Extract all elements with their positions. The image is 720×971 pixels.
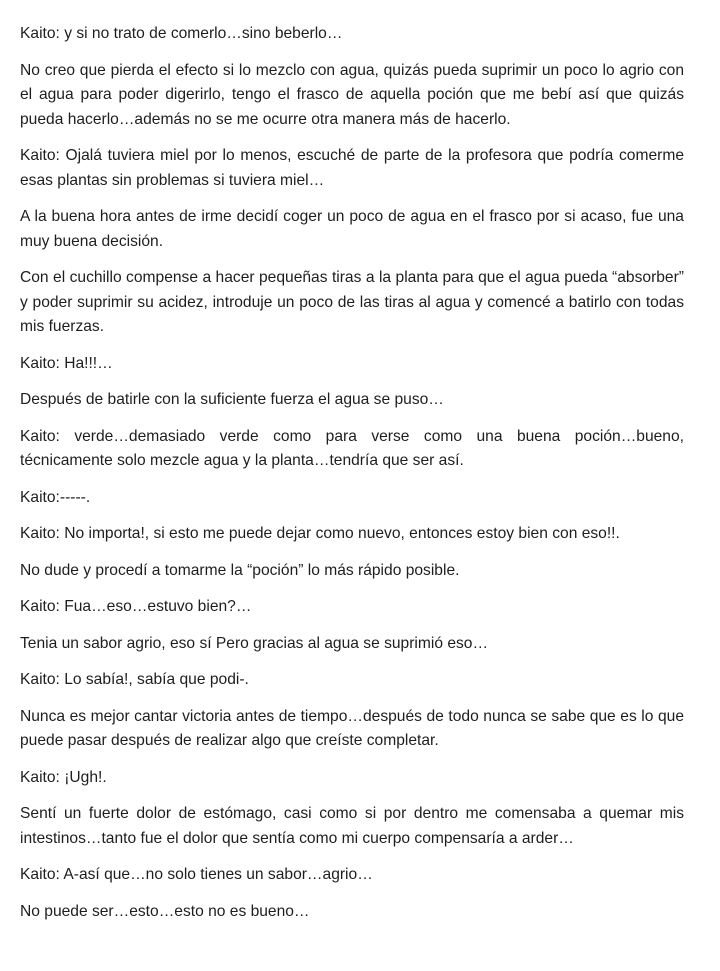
paragraph: Kaito:-----. — [20, 488, 91, 506]
paragraph: Kaito: Ojalá tuviera miel por lo menos, escuché de parte de la profesora que podría comerme esas plantas sin problemas si tuviera miel… — [20, 147, 684, 189]
paragraph: Kaito: ¡Ugh!. — [20, 768, 107, 786]
paragraph: Kaito: A-así que…no solo tienes un sabor…agrio… — [20, 866, 373, 883]
paragraph: Sentí un fuerte dolor de estómago, casi como si por dentro me comensaba a quemar mis intestinos…tanto fue el dolor que sentía como mi cuerpo compensaría a arder… — [20, 805, 684, 847]
paragraph: No creo que pierda el efecto si lo mezclo con agua, quizás pueda suprimir un poco lo agrio con el agua para poder digerirlo, tengo el frasco de aquella poción que me bebí así que quizás pueda hacerlo…además no se me ocurre otra manera más de hacerlo. — [20, 61, 684, 128]
paragraph: No dude y procedí a tomarme la “poción” lo más rápido posible. — [20, 561, 460, 579]
paragraph: Después de batirle con la suficiente fuerza el agua se puso… — [20, 391, 444, 408]
paragraph: Kaito: y si no trato de comerlo…sino beberlo… — [20, 25, 343, 42]
paragraph: No puede ser…esto…esto no es bueno… — [20, 902, 310, 920]
paragraph: Tenia un sabor agrio, eso sí Pero gracias al agua se suprimió eso… — [20, 634, 489, 652]
paragraph: Con el cuchillo compense a hacer pequeñas tiras a la planta para que el agua pueda “absorber” y poder suprimir su acidez, introduje un poco de las tiras al agua y comencé a batirlo con todas mis fuerzas. — [20, 269, 684, 335]
paragraph: Kaito: Ha!!!… — [20, 354, 113, 372]
paragraph: Kaito: No importa!, si esto me puede dejar como nuevo, entonces estoy bien con eso!!. — [20, 525, 620, 542]
paragraph: A la buena hora antes de irme decidí coger un poco de agua en el frasco por si acaso, fue una muy buena decisión. — [20, 208, 684, 250]
paragraph: Kaito: Lo sabía!, sabía que podi-. — [20, 671, 249, 688]
paragraph: Kaito: verde…demasiado verde como para verse como una buena poción…bueno, técnicamente solo mezcle agua y la planta…tendría que ser así. — [20, 427, 684, 469]
paragraph: Nunca es mejor cantar victoria antes de tiempo…después de todo nunca se sabe que es lo que puede pasar después de realizar algo que creíste completar. — [20, 707, 684, 749]
paragraph: Kaito: Fua…eso…estuvo bien?… — [20, 598, 252, 615]
